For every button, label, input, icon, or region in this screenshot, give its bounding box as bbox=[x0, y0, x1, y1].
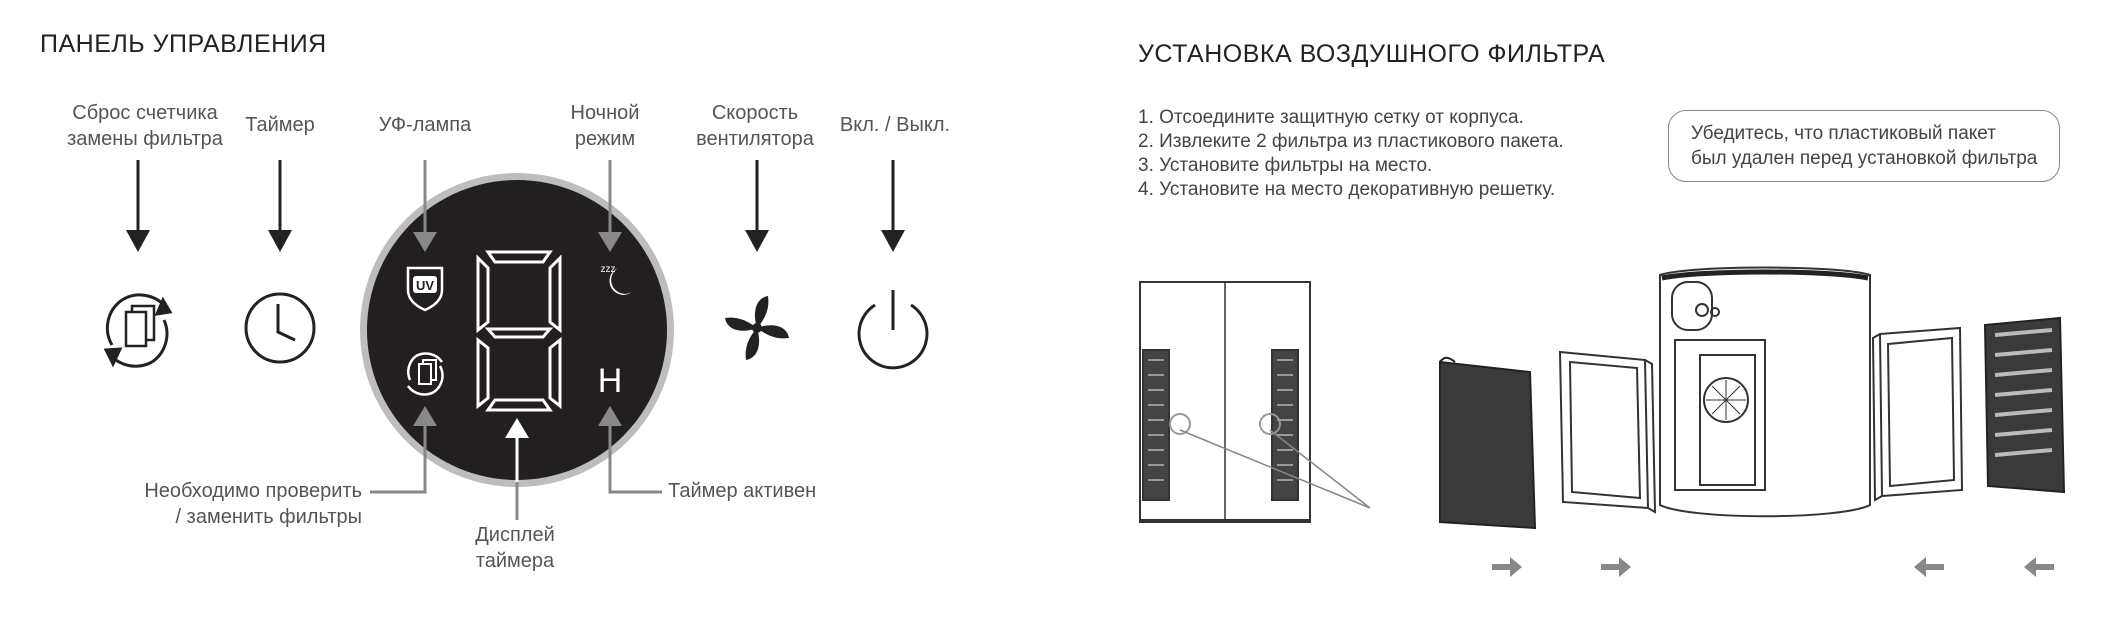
insert-arrow-2 bbox=[1601, 557, 1631, 577]
insert-arrow-4 bbox=[2024, 557, 2054, 577]
filter-reset-arrow bbox=[126, 160, 150, 252]
plastic-bag-note: Убедитесь, что пластиковый пакет был удален перед установкой фильтра bbox=[1668, 110, 2060, 182]
filter-install-title: УСТАНОВКА ВОЗДУШНОГО ФИЛЬТРА bbox=[1138, 40, 1606, 68]
timer-arrow bbox=[268, 160, 292, 252]
power-arrow bbox=[881, 160, 905, 252]
timer-active-label: Таймер активен bbox=[668, 480, 817, 502]
timer-label: Таймер bbox=[245, 114, 315, 136]
decorative-grille bbox=[1440, 358, 1535, 528]
decorative-grille-2 bbox=[1985, 318, 2064, 492]
control-panel-title: ПАНЕЛЬ УПРАВЛЕНИЯ bbox=[40, 30, 327, 58]
timer-display-label: Дисплей таймера bbox=[475, 524, 555, 572]
filter-reset-label: Сброс счетчика замены фильтра bbox=[67, 102, 223, 150]
clock-icon[interactable] bbox=[246, 294, 314, 362]
install-step-4: 4. Установите на место декоративную решетку. bbox=[1138, 179, 1556, 200]
power-icon[interactable] bbox=[859, 290, 927, 368]
install-step-2: 2. Извлеките 2 фильтра из пластикового пакета. bbox=[1138, 131, 1564, 152]
filter-panel-2 bbox=[1873, 328, 1962, 500]
insert-arrow-3 bbox=[1914, 557, 1944, 577]
filter-reset-icon[interactable] bbox=[106, 295, 170, 366]
install-step-1: 1. Отсоедините защитную сетку от корпуса. bbox=[1138, 107, 1524, 128]
install-steps-list bbox=[1138, 106, 1564, 202]
check-filters-label: Необходимо проверить / заменить фильтры bbox=[144, 480, 362, 528]
install-step-3: 3. Установите фильтры на место. bbox=[1138, 155, 1433, 176]
fan-icon[interactable] bbox=[725, 296, 790, 360]
uv-badge-text: UV bbox=[415, 278, 435, 293]
fan-speed-label: Скорость вентилятора bbox=[696, 102, 814, 150]
purifier-front-view bbox=[1140, 282, 1310, 522]
insert-arrow-1 bbox=[1492, 557, 1522, 577]
uv-lamp-label: УФ-лампа bbox=[378, 114, 472, 136]
timer-active-letter: H bbox=[597, 362, 623, 400]
filter-panel-1 bbox=[1560, 352, 1655, 512]
night-mode-label: Ночной режим bbox=[570, 102, 640, 150]
fan-speed-arrow bbox=[745, 160, 769, 252]
purifier-open-body bbox=[1660, 268, 1870, 517]
power-label: Вкл. / Выкл. bbox=[839, 114, 951, 136]
zzz-text: zzz bbox=[600, 264, 616, 275]
